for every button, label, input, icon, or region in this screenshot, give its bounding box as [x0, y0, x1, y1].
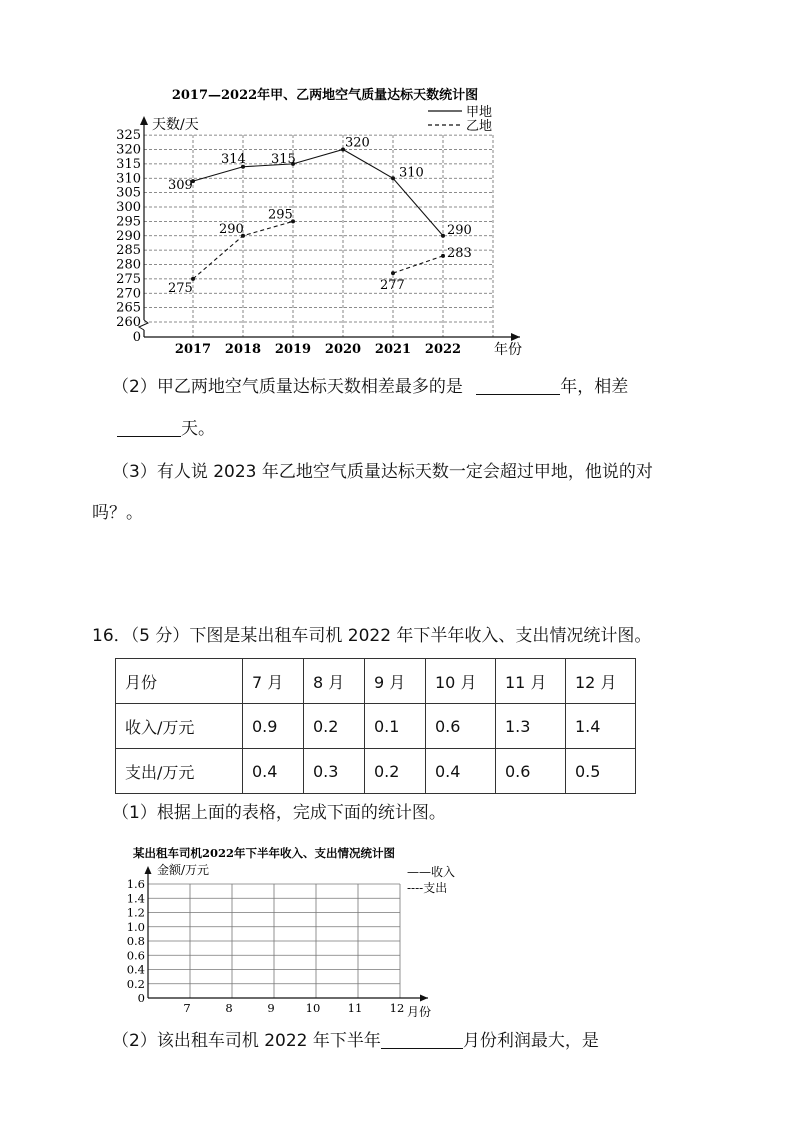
y-tick-label: 265 [116, 300, 141, 316]
x-tick-label: 8 [225, 1001, 233, 1015]
question-16-2-mid: 月份利润最大，是 [462, 1031, 599, 1051]
question-2-line1 [112, 377, 628, 397]
data-label: 310 [399, 165, 424, 181]
question-2-end: 天。 [181, 419, 215, 439]
x-tick-label: 2021 [374, 342, 412, 357]
air-quality-line-chart [0, 0, 794, 370]
y-tick-label: 260 [116, 315, 141, 330]
data-label: 295 [268, 207, 293, 223]
legend-income-label: ——收入 [407, 865, 456, 879]
table-cell: 支出/万元 [116, 749, 243, 794]
data-label: 283 [447, 245, 472, 261]
x-tick-label: 12 [389, 1001, 405, 1015]
x-axis-arrow [420, 995, 428, 1002]
answer-blank-days[interactable] [117, 420, 181, 437]
data-label: 275 [168, 280, 193, 296]
x-tick-label: 10 [305, 1001, 321, 1015]
data-label: 314 [221, 151, 246, 167]
table-cell: 0.1 [365, 704, 426, 749]
table-cell: 11 月 [496, 659, 566, 704]
question-3-line1: （3）有人说 2023 年乙地空气质量达标天数一定会超过甲地，他说的对 [112, 462, 653, 482]
chart2-x-axis-label: 月份 [407, 1005, 432, 1019]
y-tick-label: 0.2 [126, 976, 145, 991]
legend-expense-label: ----支出 [407, 881, 448, 895]
question-16-2-text: （2）该出租车司机 2022 年下半年 [112, 1031, 381, 1051]
y-tick-label: 0 [132, 330, 141, 345]
chart2-y-axis-label: 金额/万元 [157, 863, 210, 877]
table-cell: 0.6 [496, 749, 566, 794]
x-tick-label: 2018 [224, 342, 262, 357]
y-axis-arrow [140, 116, 148, 125]
y-tick-label: 1.4 [126, 891, 145, 906]
y-tick-label: 295 [116, 214, 141, 230]
table-cell: 0.9 [243, 704, 304, 749]
table-cell: 12 月 [566, 659, 636, 704]
y-tick-label: 0 [137, 991, 145, 1005]
data-label: 315 [271, 151, 296, 167]
y-tick-label: 300 [116, 200, 141, 215]
income-expense-line-chart [0, 830, 794, 1025]
table-row-income [116, 704, 636, 749]
chart2-y-ticks [127, 877, 145, 1005]
y-tick-label: 0.8 [126, 934, 145, 948]
y-tick-label: 305 [116, 185, 141, 201]
data-label: 277 [380, 278, 405, 294]
chart1-x-ticks [175, 342, 461, 357]
table-cell: 0.4 [243, 749, 304, 794]
question-2-mid: 年，相差 [560, 377, 629, 397]
x-tick-label: 2019 [274, 342, 312, 357]
y-tick-label: 1.6 [126, 877, 145, 891]
data-label: 290 [447, 222, 472, 238]
x-axis-arrow [511, 333, 520, 341]
question-3-line2: 吗？。 [92, 503, 143, 523]
income-expense-table [115, 658, 636, 794]
question-16-1: （1）根据上面的表格，完成下面的统计图。 [112, 803, 446, 823]
question-16-intro: 16．（5 分）下图是某出租车司机 2022 年下半年收入、支出情况统计图。 [92, 626, 652, 646]
x-tick-label: 2022 [424, 342, 462, 357]
y-axis-arrow [145, 866, 152, 874]
x-tick-label: 9 [267, 1001, 275, 1015]
x-tick-label: 2020 [324, 342, 362, 357]
y-tick-label: 0.6 [126, 948, 145, 963]
data-point [391, 176, 395, 180]
table-cell: 1.4 [566, 704, 636, 749]
table-cell: 0.4 [426, 749, 496, 794]
chart2-x-ticks [183, 1001, 404, 1015]
y-tick-label: 310 [116, 171, 141, 187]
x-tick-label: 11 [347, 1001, 363, 1015]
legend-jia-label: 甲地 [466, 105, 493, 120]
table-cell: 1.3 [496, 704, 566, 749]
question-2-text: （2）甲乙两地空气质量达标天数相差最多的是 [112, 377, 463, 397]
y-tick-label: 315 [116, 156, 141, 172]
y-tick-label: 275 [116, 271, 141, 287]
y-tick-label: 290 [116, 228, 141, 244]
chart2-title: 某出租车司机2022年下半年收入、支出情况统计图 [133, 846, 396, 860]
legend-yi-label: 乙地 [466, 119, 493, 134]
answer-blank-year[interactable] [476, 378, 560, 395]
y-tick-label: 270 [116, 286, 141, 302]
data-label: 320 [345, 135, 370, 151]
chart2-grid[interactable] [148, 884, 400, 998]
question-16-2 [112, 1031, 599, 1051]
data-label: 290 [219, 221, 244, 237]
table-cell: 8 月 [304, 659, 365, 704]
chart1-title: 2017—2022年甲、乙两地空气质量达标天数统计图 [171, 88, 479, 103]
table-cell: 10 月 [426, 659, 496, 704]
y-tick-label: 280 [116, 257, 141, 273]
answer-blank-month[interactable] [381, 1032, 463, 1049]
table-cell: 0.6 [426, 704, 496, 749]
table-cell: 收入/万元 [116, 704, 243, 749]
table-cell: 月份 [116, 659, 243, 704]
chart1-x-axis-label: 年份 [494, 342, 522, 358]
chart1-y-axis-label: 天数/天 [152, 117, 199, 133]
y-tick-label: 0.4 [126, 962, 145, 977]
x-tick-label: 2017 [174, 342, 212, 357]
table-cell: 9 月 [365, 659, 426, 704]
chart1-legend [428, 104, 492, 134]
question-2-line2 [117, 419, 215, 439]
y-tick-label: 285 [116, 243, 141, 259]
data-point [441, 254, 445, 258]
table-cell: 0.2 [365, 749, 426, 794]
chart1-grid [144, 135, 493, 337]
chart1-y-ticks [116, 128, 141, 345]
data-point [441, 234, 445, 238]
y-tick-label: 320 [116, 142, 141, 158]
table-cell: 7 月 [243, 659, 304, 704]
data-label: 309 [168, 178, 193, 194]
y-tick-label: 1.0 [126, 919, 145, 934]
x-tick-label: 7 [183, 1001, 191, 1015]
y-tick-label: 325 [116, 128, 141, 144]
table-row-expense [116, 749, 636, 794]
table-header-row [116, 659, 636, 704]
chart2-axes [145, 866, 429, 1002]
table-cell: 0.5 [566, 749, 636, 794]
data-point [391, 271, 395, 275]
table-cell: 0.2 [304, 704, 365, 749]
table-cell: 0.3 [304, 749, 365, 794]
y-tick-label: 1.2 [126, 905, 145, 920]
